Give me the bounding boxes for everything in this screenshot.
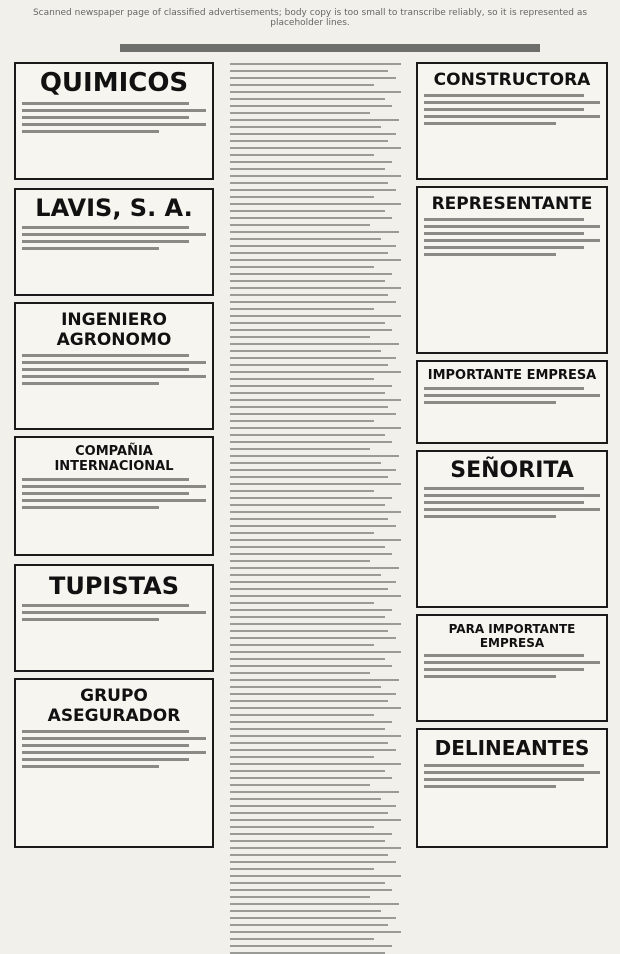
text-line — [424, 101, 600, 104]
text-line — [230, 154, 374, 156]
text-line — [230, 70, 388, 72]
text-line — [230, 182, 388, 184]
text-line — [230, 742, 388, 744]
text-line — [230, 763, 401, 765]
text-line — [230, 826, 374, 828]
text-line — [22, 737, 206, 740]
text-line — [230, 630, 388, 632]
text-line — [230, 476, 388, 478]
text-line — [230, 161, 392, 163]
text-line — [230, 588, 388, 590]
text-line — [424, 654, 584, 657]
text-line — [230, 497, 392, 499]
ad-para-importante — [416, 614, 608, 722]
text-line — [22, 109, 206, 112]
text-line — [230, 490, 374, 492]
text-line — [230, 483, 401, 485]
text-line — [22, 492, 189, 495]
ad-quimicos — [14, 62, 214, 180]
text-line — [230, 511, 401, 513]
text-line — [230, 791, 399, 793]
text-line — [230, 441, 392, 443]
text-line — [230, 707, 401, 709]
placeholder-notice: Scanned newspaper page of classified advertisements; body copy is too small to transcribe reliably, so it is represented as placeholder lines. — [32, 8, 588, 28]
text-line — [424, 494, 600, 497]
text-line — [230, 287, 401, 289]
text-line — [230, 896, 370, 898]
text-line — [22, 240, 189, 243]
ad-title: IMPORTANTE EMPRESA — [427, 368, 597, 383]
text-line — [230, 357, 396, 359]
text-line — [230, 602, 374, 604]
text-line — [230, 679, 399, 681]
ad-grupo — [14, 678, 214, 848]
text-line — [230, 693, 396, 695]
listings-column — [230, 58, 410, 858]
ad-title: COMPAÑIA INTERNACIONAL — [54, 444, 174, 474]
text-line — [230, 609, 392, 611]
page-header-placeholder — [120, 44, 540, 52]
text-line — [230, 525, 396, 527]
text-line — [230, 455, 399, 457]
text-line — [230, 518, 388, 520]
text-line — [230, 805, 396, 807]
ad-title: DELINEANTES — [434, 736, 590, 760]
text-line — [230, 504, 385, 506]
text-line — [424, 675, 556, 678]
text-line — [230, 798, 381, 800]
text-line — [230, 210, 385, 212]
text-line — [424, 401, 556, 404]
text-line — [230, 434, 385, 436]
text-line — [22, 744, 189, 747]
text-line — [230, 616, 385, 618]
text-line — [230, 721, 392, 723]
ad-title: TUPISTAS — [48, 572, 180, 600]
ad-title: QUIMICOS — [39, 68, 189, 98]
text-line — [230, 847, 401, 849]
text-line — [230, 553, 392, 555]
text-line — [230, 308, 374, 310]
text-line — [424, 785, 556, 788]
text-line — [230, 399, 401, 401]
ad-importante-empresa — [416, 360, 608, 444]
text-line — [230, 938, 374, 940]
text-line — [230, 833, 392, 835]
text-line — [230, 91, 401, 93]
text-line — [230, 364, 388, 366]
text-line — [230, 245, 396, 247]
text-line — [230, 385, 392, 387]
text-line — [230, 637, 396, 639]
text-line — [230, 280, 385, 282]
text-line — [230, 784, 370, 786]
text-line — [230, 910, 381, 912]
text-line — [230, 77, 396, 79]
text-line — [230, 448, 370, 450]
ad-representante — [416, 186, 608, 354]
text-line — [230, 105, 392, 107]
text-line — [230, 112, 370, 114]
ad-delineantes — [416, 728, 608, 848]
text-line — [230, 658, 385, 660]
text-line — [424, 253, 556, 256]
text-line — [230, 336, 370, 338]
text-line — [230, 392, 385, 394]
text-line — [22, 478, 189, 481]
text-line — [230, 889, 392, 891]
text-line — [230, 462, 381, 464]
text-line — [230, 644, 374, 646]
text-line — [230, 861, 396, 863]
text-line — [230, 238, 381, 240]
text-line — [230, 882, 385, 884]
text-line — [22, 751, 206, 754]
text-line — [22, 765, 159, 768]
text-line — [230, 546, 385, 548]
text-line — [424, 387, 584, 390]
text-line — [424, 94, 584, 97]
text-line — [230, 224, 370, 226]
text-line — [230, 140, 388, 142]
ad-tupistas — [14, 564, 214, 672]
text-line — [424, 108, 584, 111]
text-line — [424, 778, 584, 781]
text-line — [230, 560, 370, 562]
text-line — [424, 239, 600, 242]
text-line — [230, 931, 401, 933]
text-line — [230, 532, 374, 534]
text-line — [230, 812, 388, 814]
text-line — [230, 126, 381, 128]
text-line — [230, 322, 385, 324]
text-line — [424, 764, 584, 767]
text-line — [230, 189, 396, 191]
text-line — [230, 217, 392, 219]
text-line — [230, 777, 392, 779]
text-line — [22, 506, 159, 509]
text-line — [230, 175, 401, 177]
text-line — [22, 499, 206, 502]
text-line — [230, 413, 396, 415]
ad-title: REPRESENTANTE — [431, 194, 593, 214]
ad-title: GRUPO ASEGURADOR — [47, 686, 181, 726]
text-line — [424, 661, 600, 664]
text-line — [22, 604, 189, 607]
text-line — [230, 343, 399, 345]
text-line — [230, 917, 396, 919]
text-line — [230, 63, 401, 65]
text-line — [424, 232, 584, 235]
text-line — [22, 375, 206, 378]
text-line — [230, 301, 396, 303]
text-line — [22, 123, 206, 126]
text-line — [230, 196, 374, 198]
text-line — [424, 771, 600, 774]
text-line — [230, 203, 401, 205]
text-line — [230, 378, 374, 380]
ad-senorita — [416, 450, 608, 608]
text-line — [230, 581, 396, 583]
text-line — [230, 770, 385, 772]
ad-ingeniero — [14, 302, 214, 430]
text-line — [22, 116, 189, 119]
text-line — [230, 231, 399, 233]
text-line — [230, 329, 392, 331]
text-line — [230, 819, 401, 821]
text-line — [230, 756, 374, 758]
text-line — [230, 840, 385, 842]
text-line — [230, 700, 388, 702]
text-line — [230, 686, 381, 688]
ad-constructora — [416, 62, 608, 180]
text-line — [230, 714, 374, 716]
text-line — [230, 595, 401, 597]
text-line — [22, 130, 159, 133]
ad-title: PARA IMPORTANTE EMPRESA — [448, 622, 576, 650]
text-line — [22, 226, 189, 229]
text-line — [230, 469, 396, 471]
text-line — [22, 361, 206, 364]
text-line — [230, 168, 385, 170]
text-line — [22, 730, 189, 733]
ad-title: SEÑORITA — [450, 458, 574, 483]
text-line — [230, 98, 385, 100]
text-line — [230, 84, 374, 86]
ad-title: LAVIS, S. A. — [35, 194, 193, 222]
text-line — [424, 115, 600, 118]
text-line — [230, 350, 381, 352]
text-line — [230, 735, 401, 737]
text-line — [230, 315, 401, 317]
text-line — [424, 501, 584, 504]
text-line — [230, 427, 401, 429]
ad-compania — [14, 436, 214, 556]
text-line — [230, 252, 388, 254]
text-line — [230, 945, 392, 947]
text-line — [22, 247, 159, 250]
text-line — [230, 854, 388, 856]
text-line — [22, 368, 189, 371]
text-line — [424, 122, 556, 125]
text-line — [22, 354, 189, 357]
text-line — [230, 749, 396, 751]
text-line — [424, 394, 600, 397]
text-line — [22, 618, 159, 621]
text-line — [230, 875, 401, 877]
text-line — [424, 225, 600, 228]
text-line — [230, 672, 370, 674]
text-line — [22, 485, 206, 488]
text-line — [230, 259, 401, 261]
text-line — [230, 133, 396, 135]
ad-title: CONSTRUCTORA — [433, 70, 591, 90]
ad-lavis — [14, 188, 214, 296]
text-line — [230, 273, 392, 275]
text-line — [22, 611, 206, 614]
ad-title: INGENIERO AGRONOMO — [56, 310, 172, 350]
text-line — [230, 119, 399, 121]
text-line — [230, 924, 388, 926]
text-line — [424, 668, 584, 671]
text-line — [230, 539, 401, 541]
text-line — [230, 567, 399, 569]
text-line — [230, 574, 381, 576]
text-line — [424, 515, 556, 518]
text-line — [230, 371, 401, 373]
text-line — [230, 420, 374, 422]
text-line — [424, 246, 584, 249]
text-line — [22, 233, 206, 236]
text-line — [22, 382, 159, 385]
text-line — [230, 868, 374, 870]
text-line — [22, 758, 189, 761]
text-line — [230, 903, 399, 905]
text-line — [230, 147, 401, 149]
text-line — [22, 102, 189, 105]
text-line — [230, 665, 392, 667]
text-line — [230, 294, 388, 296]
text-line — [424, 487, 584, 490]
text-line — [424, 218, 584, 221]
text-line — [230, 406, 388, 408]
text-line — [230, 623, 401, 625]
text-line — [230, 728, 385, 730]
text-line — [230, 651, 401, 653]
text-line — [230, 266, 374, 268]
text-line — [424, 508, 600, 511]
